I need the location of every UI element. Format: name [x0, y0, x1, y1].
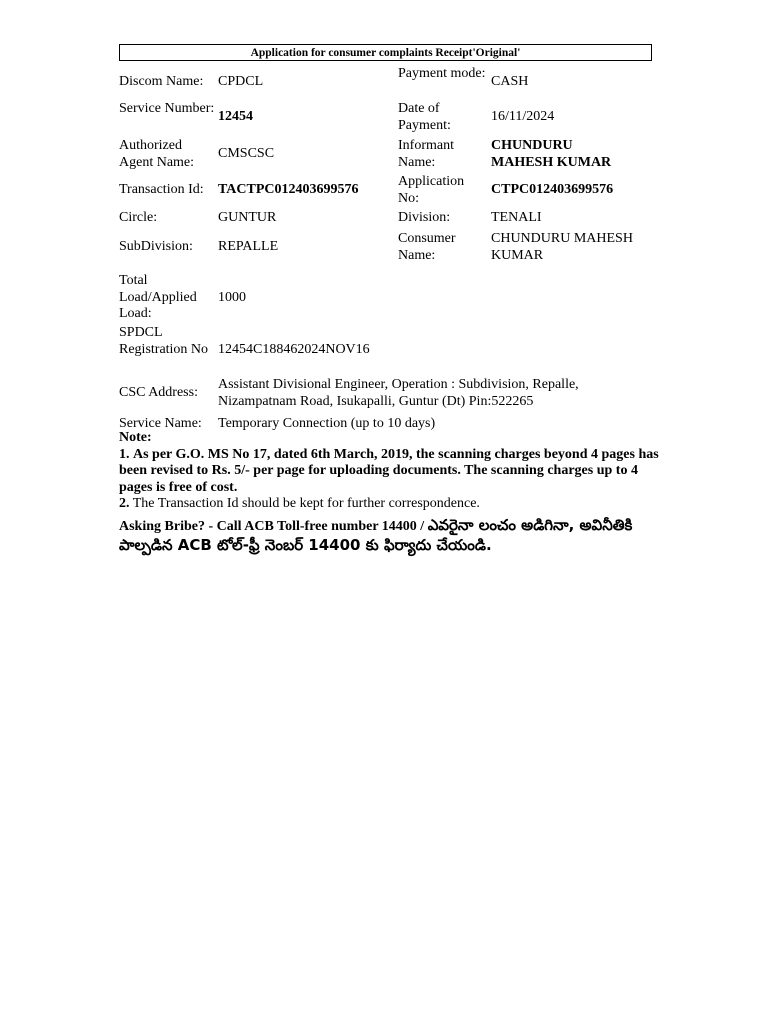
circle-label: Circle: — [119, 210, 158, 225]
agent-label: Authorized Agent Name: — [119, 138, 195, 170]
date-of-payment-value: 16/11/2024 — [491, 109, 555, 124]
receipt — [119, 44, 652, 436]
subdivision-value: REPALLE — [218, 239, 279, 254]
consumer-value: CHUNDURU MAHESH KUMAR — [491, 231, 633, 263]
informant-label: Informant Name: — [398, 138, 454, 170]
service-number-value: 12454 — [218, 109, 253, 124]
receipt-title: Application for consumer complaints Receipt'Original' — [119, 44, 652, 61]
acb-bribe-notice — [119, 516, 659, 556]
row-load — [119, 271, 652, 323]
informant-value: CHUNDURU MAHESH KUMAR — [491, 138, 612, 170]
agent-value: CMSCSC — [218, 146, 275, 161]
row-transaction — [119, 171, 652, 207]
row-service-number — [119, 97, 652, 134]
transaction-value: TACTPC012403699576 — [218, 182, 359, 197]
spdcl-label: SPDCL Registration No — [119, 325, 209, 357]
note-item-2-number: 2. — [119, 496, 130, 511]
row-agent — [119, 134, 652, 171]
note-item-2-text: The Transaction Id should be kept for further correspondence. — [132, 496, 480, 511]
spdcl-value: 12454C188462024NOV16 — [218, 342, 370, 357]
subdivision-label: SubDivision: — [119, 239, 193, 254]
payment-mode-value: CASH — [491, 74, 529, 89]
note-item-1-text: As per G.O. MS No 17, dated 6th March, 2019, the scanning charges beyond 4 pages has been revised to Rs. 5/- per page for uploading documents. The scanning charges up to 4 pages is free of cost. — [119, 446, 659, 495]
note-section — [119, 430, 659, 556]
service-name-label: Service Name: — [119, 416, 202, 431]
service-number-label: Service Number: — [119, 101, 215, 116]
note-item-1-number: 1. — [119, 446, 130, 462]
row-discom — [119, 61, 652, 97]
note-heading: Note: — [119, 430, 152, 445]
transaction-label: Transaction Id: — [119, 182, 204, 197]
load-value: 1000 — [218, 290, 246, 305]
row-csc — [119, 378, 652, 416]
consumer-label: Consumer Name: — [398, 231, 456, 263]
discom-label: Discom Name: — [119, 74, 204, 89]
row-circle — [119, 207, 652, 229]
discom-value: CPDCL — [218, 74, 264, 89]
row-subdivision — [119, 229, 652, 271]
row-spdcl — [119, 323, 652, 378]
acb-notice-english: Asking Bribe? - Call ACB Toll-free number 14400 / — [119, 518, 428, 534]
service-name-value: Temporary Connection (up to 10 days) — [218, 416, 436, 431]
csc-label: CSC Address: — [119, 385, 198, 400]
division-label: Division: — [398, 210, 451, 225]
payment-mode-label: Payment mode: — [398, 66, 486, 81]
note-item-1 — [119, 447, 659, 497]
acb-notice-telugu: ఎవరైనా లంచం అడిగినా, అవినీతికి పాల్పడిన ACB టోల్-ఫ్రీ నెంబర్ 14400 కు ఫిర్యాదు చేయండి. — [119, 515, 633, 554]
circle-value: GUNTUR — [218, 210, 277, 225]
division-value: TENALI — [491, 210, 542, 225]
csc-value: Assistant Divisional Engineer, Operation : Subdivision, Repalle, Nizampatnam Road, Isukapalli, Guntur (Dt) Pin:522265 — [218, 377, 579, 409]
application-label: Application No: — [398, 174, 465, 206]
date-of-payment-label: Date of Payment: — [398, 101, 451, 133]
note-item-2 — [119, 496, 659, 513]
application-value: CTPC012403699576 — [491, 182, 614, 197]
load-label: Total Load/Applied Load: — [119, 273, 197, 321]
